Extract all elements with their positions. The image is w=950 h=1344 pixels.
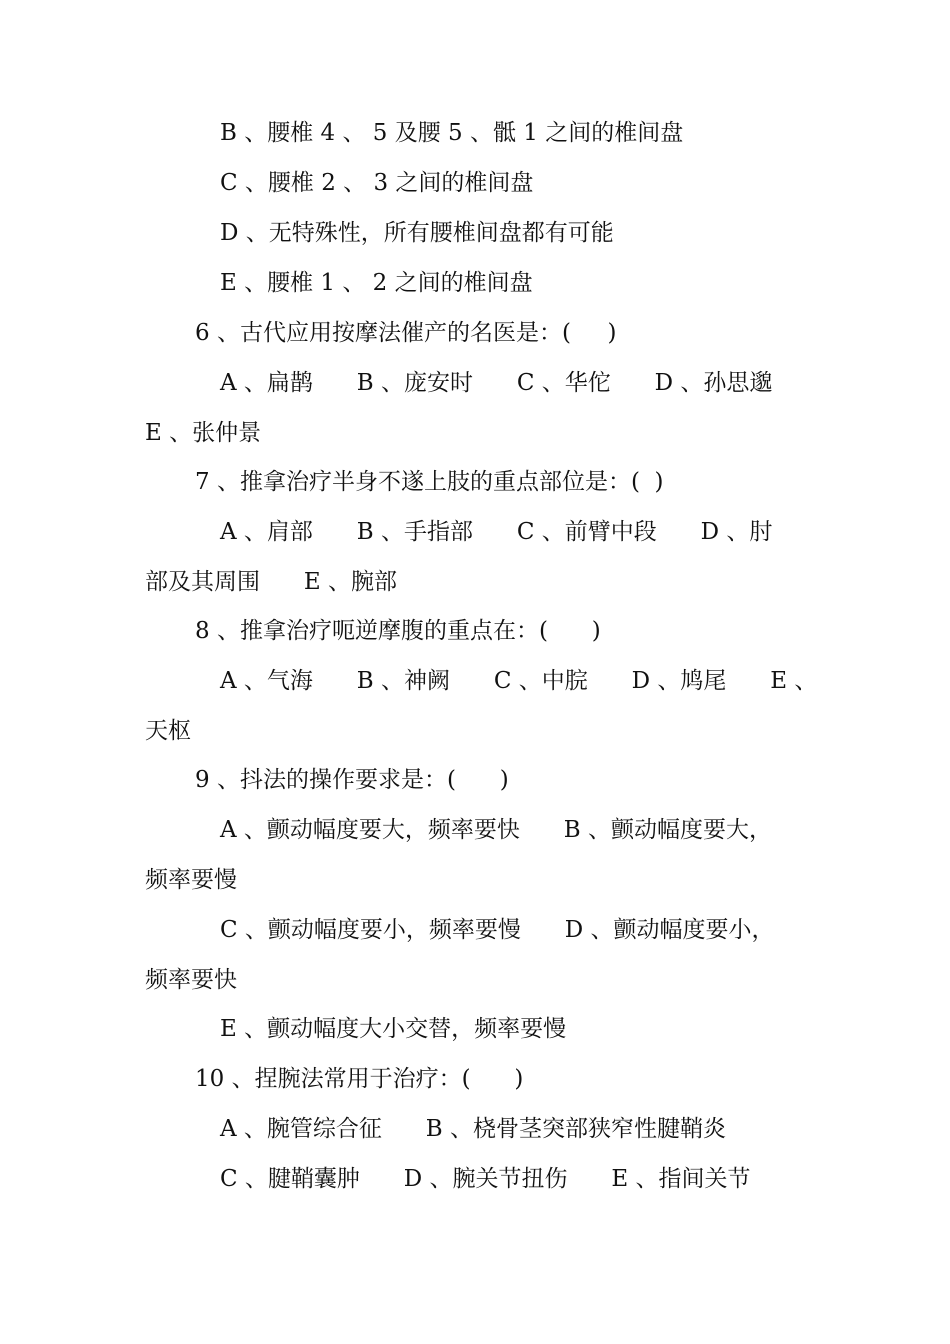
options-8-cont: 天枢 bbox=[145, 718, 191, 744]
question-10: 10 、捏腕法常用于治疗：( ) bbox=[195, 1066, 524, 1092]
options-7-cont: 部及其周围 E 、腕部 bbox=[145, 569, 397, 595]
options-10-cde: C 、腱鞘囊肿 D 、腕关节扭伤 E 、指间关节 bbox=[220, 1166, 751, 1192]
options-9-e: E 、颤动幅度大小交替，频率要慢 bbox=[220, 1016, 567, 1042]
option-5b: B 、腰椎 4 、 5 及腰 5 、骶 1 之间的椎间盘 bbox=[220, 120, 684, 146]
question-6: 6 、古代应用按摩法催产的名医是：( ) bbox=[195, 320, 617, 346]
question-7: 7 、推拿治疗半身不遂上肢的重点部位是：( ) bbox=[195, 469, 664, 495]
question-9: 9 、抖法的操作要求是：( ) bbox=[195, 767, 509, 793]
option-5e: E 、腰椎 1 、 2 之间的椎间盘 bbox=[220, 270, 533, 296]
options-9-ab-cont: 频率要慢 bbox=[145, 867, 237, 893]
options-10-ab: A 、腕管综合征 B 、桡骨茎突部狭窄性腱鞘炎 bbox=[220, 1116, 726, 1142]
option-5d: D 、无特殊性，所有腰椎间盘都有可能 bbox=[220, 220, 614, 246]
options-8: A 、气海 B 、神阙 C 、中脘 D 、鸠尾 E 、 bbox=[220, 668, 818, 694]
options-7: A 、肩部 B 、手指部 C 、前臂中段 D 、肘 bbox=[220, 519, 773, 545]
options-9-cd-cont: 频率要快 bbox=[145, 967, 237, 993]
options-6: A 、扁鹊 B 、庞安时 C 、华佗 D 、孙思邈 bbox=[220, 370, 773, 396]
options-6-cont: E 、张仲景 bbox=[145, 420, 262, 446]
question-8: 8 、推拿治疗呃逆摩腹的重点在：( ) bbox=[195, 618, 601, 644]
option-5c: C 、腰椎 2 、 3 之间的椎间盘 bbox=[220, 170, 534, 196]
options-9-cd: C 、颤动幅度要小，频率要慢 D 、颤动幅度要小， bbox=[220, 917, 775, 943]
options-9-ab: A 、颤动幅度要大，频率要快 B 、颤动幅度要大， bbox=[220, 817, 772, 843]
